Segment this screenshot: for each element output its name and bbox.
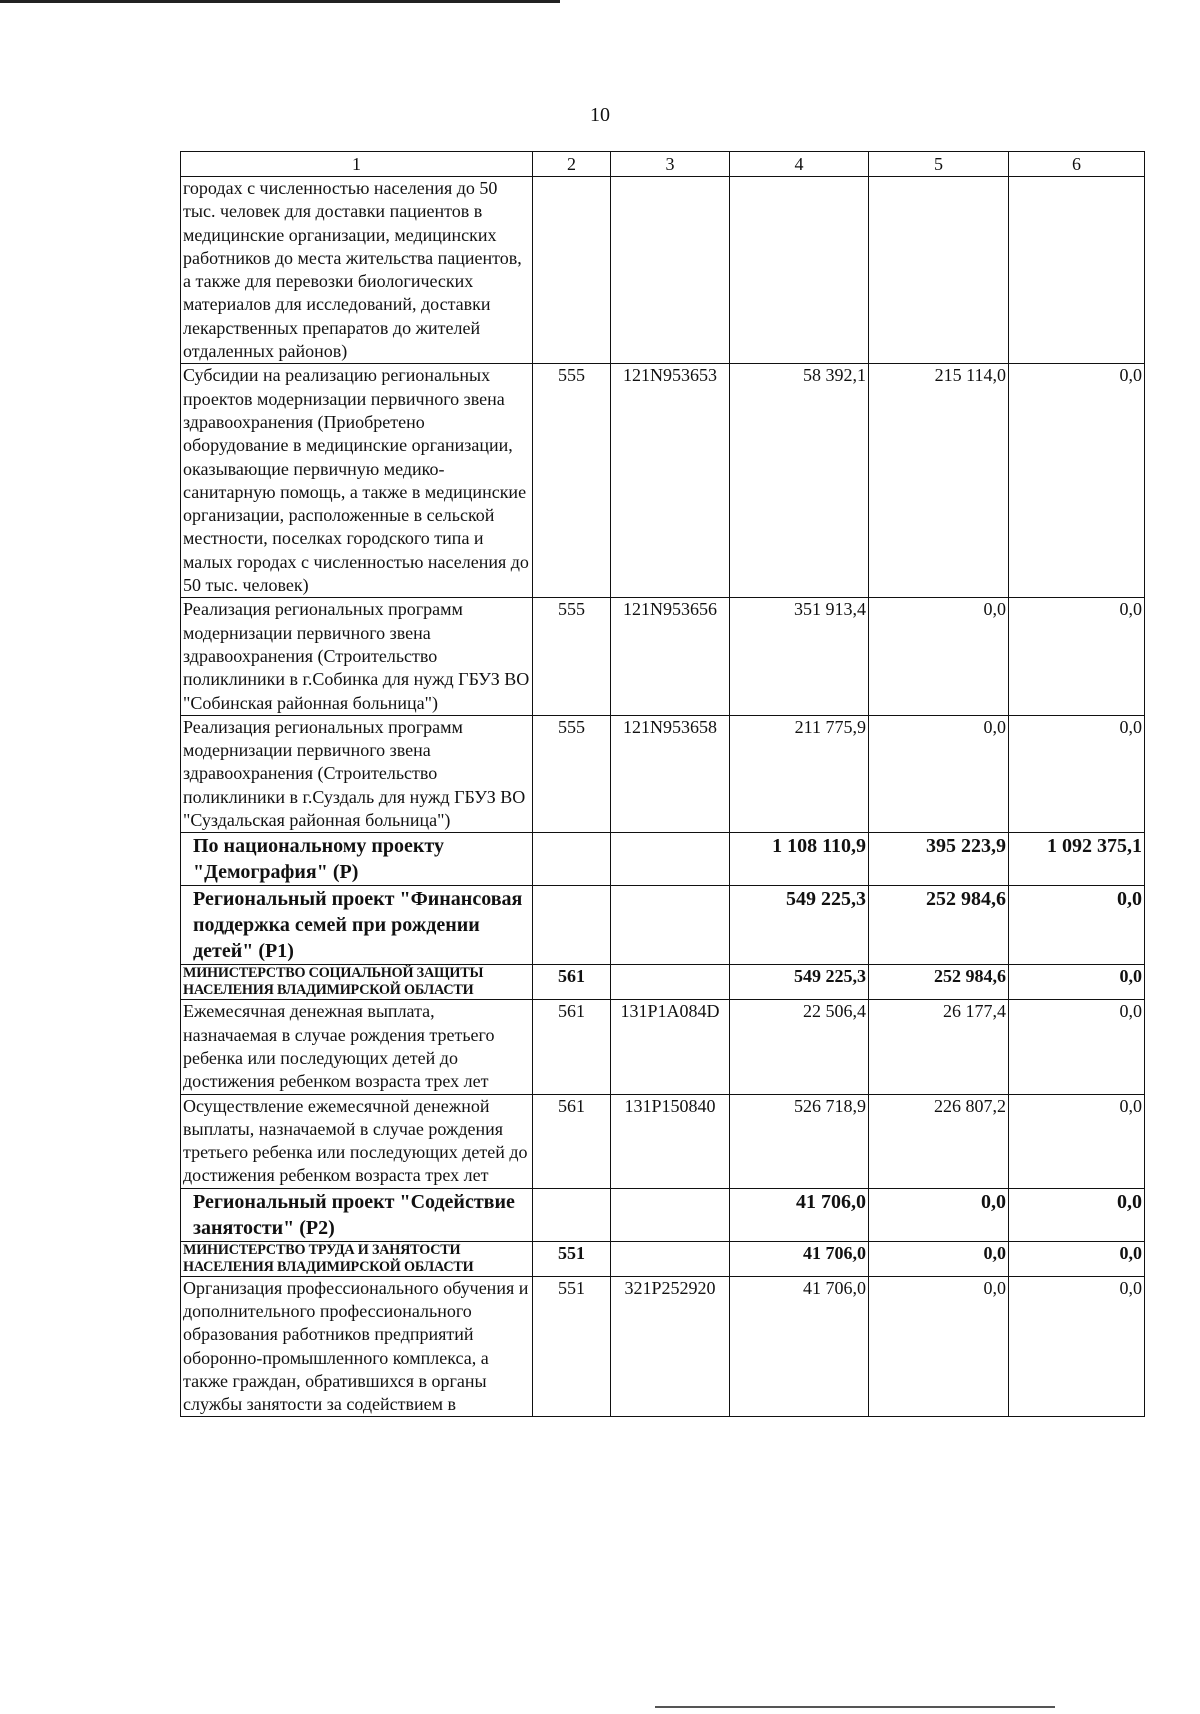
amount-col-4: 58 392,1 xyxy=(730,364,869,598)
ministry-code: 561 xyxy=(533,1094,611,1188)
top-edge-line xyxy=(0,0,560,3)
row-name: городах с численностью населения до 50 тыс. человек для доставки пациентов в медицинские организации, медицинских работников до места жительства пациентов, а также для перевозки биологических материалов для исследований, доставки лекарственных препаратов до жителей отдаленных районов) xyxy=(181,177,533,364)
table-row xyxy=(181,364,1145,598)
target-code xyxy=(611,833,730,886)
amount-col-6: 0,0 xyxy=(1009,715,1145,832)
amount-col-4 xyxy=(730,177,869,364)
ministry-code: 555 xyxy=(533,715,611,832)
amount-col-4: 1 108 110,9 xyxy=(730,833,869,886)
row-name: МИНИСТЕРСТВО ТРУДА И ЗАНЯТОСТИ НАСЕЛЕНИЯ ВЛАДИМИРСКОЙ ОБЛАСТИ xyxy=(181,1241,533,1276)
amount-col-6: 0,0 xyxy=(1009,1276,1145,1417)
amount-col-5: 0,0 xyxy=(869,1276,1009,1417)
row-name: По национальному проекту "Демография" (Р) xyxy=(181,833,533,886)
budget-table xyxy=(180,151,1145,1417)
ministry-code xyxy=(533,177,611,364)
amount-col-6: 0,0 xyxy=(1009,1241,1145,1276)
target-code: 121N953658 xyxy=(611,715,730,832)
table-row xyxy=(181,598,1145,715)
table-row xyxy=(181,177,1145,364)
amount-col-6: 0,0 xyxy=(1009,965,1145,1000)
table-row xyxy=(181,1000,1145,1094)
target-code: 321P252920 xyxy=(611,1276,730,1417)
target-code: 131P1A084D xyxy=(611,1000,730,1094)
ministry-code: 551 xyxy=(533,1276,611,1417)
amount-col-5: 215 114,0 xyxy=(869,364,1009,598)
table-row xyxy=(181,1276,1145,1417)
amount-col-4: 211 775,9 xyxy=(730,715,869,832)
row-name: МИНИСТЕРСТВО СОЦИАЛЬНОЙ ЗАЩИТЫ НАСЕЛЕНИЯ ВЛАДИМИРСКОЙ ОБЛАСТИ xyxy=(181,965,533,1000)
table-row xyxy=(181,1241,1145,1276)
ministry-code: 561 xyxy=(533,1000,611,1094)
row-name: Региональный проект "Финансовая поддержка семей при рождении детей" (Р1) xyxy=(181,886,533,965)
amount-col-4: 526 718,9 xyxy=(730,1094,869,1188)
row-name: Реализация региональных программ модернизации первичного звена здравоохранения (Строительство поликлиники в г.Собинка для нужд ГБУЗ ВО "Собинская районная больница") xyxy=(181,598,533,715)
row-name: Ежемесячная денежная выплата, назначаемая в случае рождения третьего ребенка или последующих детей до достижения ребенком возраста трех лет xyxy=(181,1000,533,1094)
table-row xyxy=(181,965,1145,1000)
amount-col-5: 0,0 xyxy=(869,715,1009,832)
table-row xyxy=(181,1188,1145,1241)
amount-col-6: 0,0 xyxy=(1009,886,1145,965)
target-code: 131P150840 xyxy=(611,1094,730,1188)
amount-col-4: 351 913,4 xyxy=(730,598,869,715)
column-number: 4 xyxy=(730,152,869,177)
ministry-code: 555 xyxy=(533,364,611,598)
amount-col-5: 0,0 xyxy=(869,1188,1009,1241)
amount-col-6: 0,0 xyxy=(1009,1000,1145,1094)
amount-col-6: 0,0 xyxy=(1009,1188,1145,1241)
amount-col-5: 252 984,6 xyxy=(869,965,1009,1000)
table-row xyxy=(181,833,1145,886)
target-code xyxy=(611,1241,730,1276)
target-code xyxy=(611,886,730,965)
column-number: 6 xyxy=(1009,152,1145,177)
amount-col-5 xyxy=(869,177,1009,364)
row-name: Региональный проект "Содействие занятости" (Р2) xyxy=(181,1188,533,1241)
ministry-code: 561 xyxy=(533,965,611,1000)
ministry-code xyxy=(533,886,611,965)
ministry-code xyxy=(533,833,611,886)
amount-col-6: 1 092 375,1 xyxy=(1009,833,1145,886)
table-row xyxy=(181,886,1145,965)
page-number: 10 xyxy=(590,104,610,126)
amount-col-4: 549 225,3 xyxy=(730,886,869,965)
column-number: 3 xyxy=(611,152,730,177)
bottom-edge-line xyxy=(655,1706,1055,1708)
column-number: 1 xyxy=(181,152,533,177)
amount-col-6: 0,0 xyxy=(1009,364,1145,598)
row-name: Субсидии на реализацию региональных проектов модернизации первичного звена здравоохранения (Приобретено оборудование в медицинские организации, оказывающие первичную медико-санитарную помощь, а также в медицинские организации, расположенные в сельской местности, поселках городского типа и малых городах с численностью населения до 50 тыс. человек) xyxy=(181,364,533,598)
table-row xyxy=(181,715,1145,832)
row-name: Реализация региональных программ модернизации первичного звена здравоохранения (Строительство поликлиники в г.Суздаль для нужд ГБУЗ ВО "Суздальская районная больница") xyxy=(181,715,533,832)
amount-col-6 xyxy=(1009,177,1145,364)
amount-col-4: 41 706,0 xyxy=(730,1188,869,1241)
target-code xyxy=(611,177,730,364)
column-number: 2 xyxy=(533,152,611,177)
amount-col-4: 22 506,4 xyxy=(730,1000,869,1094)
amount-col-5: 26 177,4 xyxy=(869,1000,1009,1094)
row-name: Организация профессионального обучения и дополнительного профессионального образования работников предприятий оборонно-промышленного комплекса, а также граждан, обратившихся в органы службы занятости за содействием в xyxy=(181,1276,533,1417)
row-name: Осуществление ежемесячной денежной выплаты, назначаемой в случае рождения третьего ребенка или последующих детей до достижения ребенком возраста трех лет xyxy=(181,1094,533,1188)
target-code xyxy=(611,1188,730,1241)
amount-col-5: 0,0 xyxy=(869,598,1009,715)
amount-col-4: 549 225,3 xyxy=(730,965,869,1000)
column-number: 5 xyxy=(869,152,1009,177)
amount-col-5: 252 984,6 xyxy=(869,886,1009,965)
column-number-row xyxy=(181,152,1145,177)
amount-col-5: 0,0 xyxy=(869,1241,1009,1276)
amount-col-6: 0,0 xyxy=(1009,1094,1145,1188)
ministry-code: 551 xyxy=(533,1241,611,1276)
ministry-code xyxy=(533,1188,611,1241)
amount-col-5: 226 807,2 xyxy=(869,1094,1009,1188)
amount-col-4: 41 706,0 xyxy=(730,1241,869,1276)
amount-col-6: 0,0 xyxy=(1009,598,1145,715)
target-code: 121N953656 xyxy=(611,598,730,715)
target-code: 121N953653 xyxy=(611,364,730,598)
amount-col-5: 395 223,9 xyxy=(869,833,1009,886)
amount-col-4: 41 706,0 xyxy=(730,1276,869,1417)
table-row xyxy=(181,1094,1145,1188)
ministry-code: 555 xyxy=(533,598,611,715)
target-code xyxy=(611,965,730,1000)
